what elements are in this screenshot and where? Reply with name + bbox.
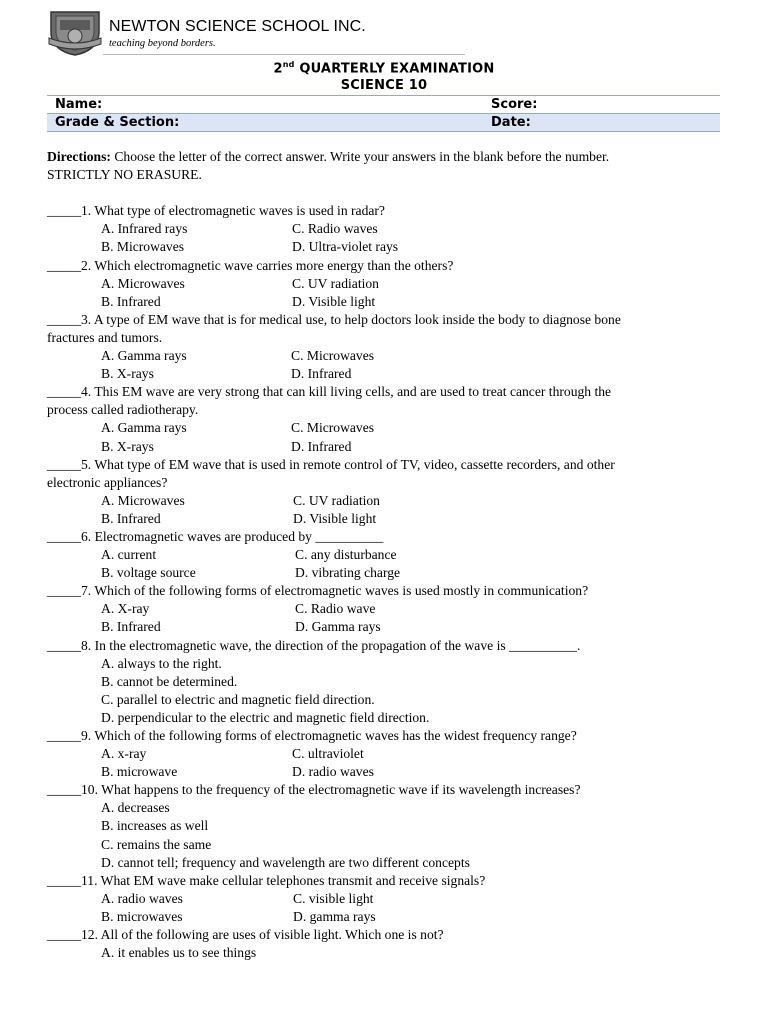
choice-row [47,419,727,437]
question-item [47,582,727,636]
choice-row [47,908,727,926]
question-text: _____7. Which of the following forms of electromagnetic waves is used mostly in communication? [47,583,589,599]
choice-option: B. Microwaves [101,239,185,255]
question-text: _____8. In the electromagnetic wave, the direction of the propagation of the wave is __________. [47,637,581,653]
directions-line-2: STRICTLY NO ERASURE. [47,167,202,183]
question-text: _____12. All of the following are uses of visible light. Which one is not? [47,927,444,943]
choice-option: C. Radio wave [295,601,376,617]
score-label: Score: [491,97,538,112]
choice-option: A. X-ray [101,601,150,617]
choice-row [47,817,727,835]
choice-option: C. Microwaves [291,348,375,364]
choice-option: B. X-rays [101,438,154,454]
choice-row [47,618,727,636]
choice-row [47,238,727,256]
choice-row [47,510,727,528]
choice-row [47,275,727,293]
choice-option: C. UV radiation [293,492,380,508]
question-text-continued: process called radiotherapy. [47,402,199,418]
choice-option: D. Infrared [291,438,352,454]
choice-option: A. x-ray [101,746,147,762]
question-item [47,528,727,582]
question-item [47,872,727,926]
choice-option: B. microwaves [101,908,183,924]
choice-row [47,836,727,854]
question-item [47,202,727,256]
name-label: Name: [55,97,103,112]
question-text: _____5. What type of EM wave that is used in remote control of TV, video, cassette recorders, and other [47,456,615,472]
choice-option: D. Ultra-violet rays [292,239,399,255]
question-item [47,257,727,311]
question-item [47,456,727,528]
question-item [47,727,727,781]
question-text: _____11. What EM wave make cellular telephones transmit and receive signals? [47,872,486,888]
choice-option: C. visible light [293,890,374,906]
choice-row [47,799,727,817]
choice-option: A. Microwaves [101,492,185,508]
question-text: _____10. What happens to the frequency of the electromagnetic wave if its wavelength increases? [47,782,581,798]
exam-title: 2nd QUARTERLY EXAMINATION [273,60,495,77]
choice-row [47,293,727,311]
question-text: _____1. What type of electromagnetic waves is used in radar? [47,203,385,219]
choice-row [47,944,727,962]
choice-option: D. Visible light [293,510,377,526]
choice-row [47,745,727,763]
info-row-name [47,95,720,113]
choice-option: C. Microwaves [291,420,375,436]
choice-option: C. any disturbance [295,547,397,563]
choice-option: C. parallel to electric and magnetic field direction. [101,691,375,707]
question-text: _____2. Which electromagnetic wave carries more energy than the others? [47,257,454,273]
question-item [47,637,727,727]
question-text: _____4. This EM wave are very strong that can kill living cells, and are used to treat cancer through the [47,384,612,400]
choice-option: A. Gamma rays [101,348,187,364]
choice-row [47,564,727,582]
choice-option: B. Infrared [101,293,161,309]
choice-option: C. ultraviolet [292,746,364,762]
choice-option: A. Microwaves [101,275,185,291]
question-item [47,383,727,455]
choice-row [47,347,727,365]
choice-row [47,763,727,781]
choice-row [47,673,727,691]
school-logo-icon [47,8,103,56]
choice-row [47,709,727,727]
choice-option: A. decreases [101,800,170,816]
choice-option: C. Radio waves [292,221,378,237]
choice-row [47,365,727,383]
choice-option: D. Visible light [292,293,376,309]
choice-option: A. Infrared rays [101,221,188,237]
question-text: _____6. Electromagnetic waves are produced by __________ [47,528,384,544]
choice-option: D. perpendicular to the electric and magnetic field direction. [101,709,430,725]
directions: Directions: Choose the letter of the correct answer. Write your answers in the blank before the number. [47,149,610,164]
choice-row [47,890,727,908]
choice-option: B. voltage source [101,565,196,581]
choice-option: B. increases as well [101,818,209,834]
question-list [47,202,727,962]
choice-option: B. microwave [101,764,178,780]
choice-row [47,220,727,238]
choice-row [47,854,727,872]
choice-option: C. UV radiation [292,275,379,291]
choice-row [47,655,727,673]
choice-option: A. current [101,547,157,563]
question-item [47,926,727,962]
choice-row [47,492,727,510]
choice-row [47,438,727,456]
choice-row [47,600,727,618]
choice-option: B. cannot be determined. [101,673,238,689]
choice-option: D. radio waves [292,764,374,780]
choice-option: A. it enables us to see things [101,945,257,961]
choice-option: A. radio waves [101,890,183,906]
question-text: _____9. Which of the following forms of electromagnetic waves has the widest frequency range? [47,728,577,743]
header-divider [103,54,465,55]
choice-option: D. Infrared [291,366,352,382]
school-name: NEWTON SCIENCE SCHOOL INC. [109,18,366,35]
question-item [47,781,727,871]
choice-option: D. cannot tell; frequency and wavelength are two different concepts [101,854,470,870]
exam-body [47,148,727,962]
exam-subject: SCIENCE 10 [340,78,428,93]
choice-option: D. vibrating charge [295,565,401,581]
question-text-continued: electronic appliances? [47,474,168,490]
choice-option: C. remains the same [101,836,212,852]
choice-option: A. always to the right. [101,655,222,671]
question-item [47,311,727,383]
school-tagline: teaching beyond borders. [109,38,216,49]
choice-option: A. Gamma rays [101,420,187,436]
choice-option: D. gamma rays [293,908,376,924]
grade-section-label: Grade & Section: [55,115,180,130]
choice-row [47,691,727,709]
choice-option: D. Gamma rays [295,619,381,635]
info-row-grade [47,113,720,132]
choice-option: B. X-rays [101,366,154,382]
choice-option: B. Infrared [101,510,161,526]
school-header [47,8,465,56]
date-label: Date: [491,115,531,130]
question-text: _____3. A type of EM wave that is for medical use, to help doctors look inside the body to diagnose bone [47,311,621,327]
choice-row [47,546,727,564]
choice-option: B. Infrared [101,619,161,635]
question-text-continued: fractures and tumors. [47,329,163,345]
